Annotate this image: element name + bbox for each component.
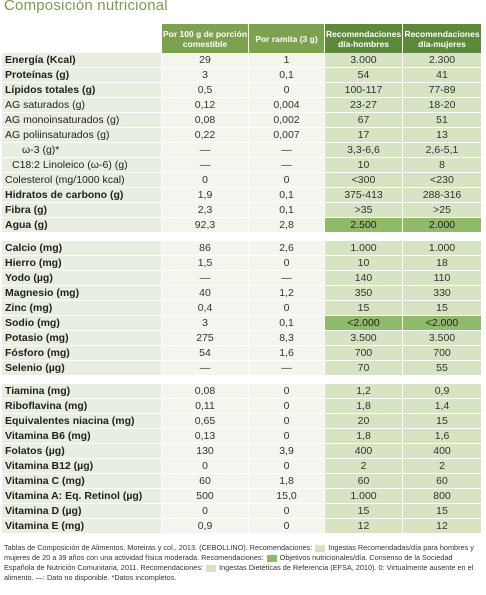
table-row bbox=[2, 474, 482, 489]
value-per-100g: 0,22 bbox=[162, 128, 249, 143]
rec-men: 1,8 bbox=[325, 429, 403, 444]
rec-women: 15 bbox=[403, 504, 482, 519]
rec-women: 2 bbox=[403, 459, 482, 474]
rec-women: 800 bbox=[403, 489, 482, 504]
value-per-sprig: 0,002 bbox=[249, 113, 325, 128]
rec-men: 20 bbox=[325, 414, 403, 429]
nutrient-label: Vitamina B12 (µg) bbox=[2, 459, 162, 474]
nutrient-label: ω-3 (g)* bbox=[2, 143, 162, 158]
table-row bbox=[2, 384, 482, 399]
table-row bbox=[2, 316, 482, 331]
rec-men: 1.000 bbox=[325, 489, 403, 504]
table-row bbox=[2, 241, 482, 256]
value-per-sprig: 0,004 bbox=[249, 98, 325, 113]
value-per-sprig: 8,3 bbox=[249, 331, 325, 346]
value-per-100g: 0,5 bbox=[162, 83, 249, 98]
nutrient-label: Potasio (mg) bbox=[2, 331, 162, 346]
rec-men: 70 bbox=[325, 361, 403, 376]
rec-women: 12 bbox=[403, 519, 482, 534]
table-row bbox=[2, 331, 482, 346]
footnote-part-1: Tablas de Composición de Alimentos. Moreiras y col., 2013. (CEBOLLINO). Recomendaciones: bbox=[4, 543, 313, 552]
rec-men: 10 bbox=[325, 158, 403, 173]
nutrient-label: Fósforo (mg) bbox=[2, 346, 162, 361]
nutrient-label: Selenio (µg) bbox=[2, 361, 162, 376]
nutrient-label: Vitamina B6 (mg) bbox=[2, 429, 162, 444]
nutrient-label: Magnesio (mg) bbox=[2, 286, 162, 301]
rec-women: 51 bbox=[403, 113, 482, 128]
footnote-part-4: Ingestas Dietéticas de Referencia (EFSA, 2010). 0: Virtualmente ausente en el alimento. —: Dato no disponible. *Datos incompletos. bbox=[4, 563, 474, 582]
rec-men: 54 bbox=[325, 68, 403, 83]
table-row bbox=[2, 256, 482, 271]
value-per-100g: 3 bbox=[162, 316, 249, 331]
rec-women: >25 bbox=[403, 203, 482, 218]
value-per-100g: 130 bbox=[162, 444, 249, 459]
nutrient-label: Energía (Kcal) bbox=[2, 53, 162, 68]
table-row bbox=[2, 53, 482, 68]
table-row bbox=[2, 399, 482, 414]
table-body bbox=[2, 53, 482, 534]
value-per-100g: 1,5 bbox=[162, 256, 249, 271]
value-per-sprig: 1,2 bbox=[249, 286, 325, 301]
value-per-100g: 0,08 bbox=[162, 113, 249, 128]
value-per-100g: — bbox=[162, 271, 249, 286]
rec-women: 8 bbox=[403, 158, 482, 173]
footnote-part-2: Ingestas Recomendadas/día para hombres y mujeres de 20 a 39 años con una actividad física moderada. Recomendaciones: bbox=[4, 543, 474, 562]
value-per-sprig: 3,9 bbox=[249, 444, 325, 459]
rec-men: 67 bbox=[325, 113, 403, 128]
footnote-part-3: Objetivos nutricionales/día. Consenso de la Sociedad Española de Nutrición Comunitaria, 2011. Recomendaciones: bbox=[4, 553, 453, 572]
rec-men: 1,2 bbox=[325, 384, 403, 399]
value-per-sprig: 0 bbox=[249, 384, 325, 399]
value-per-sprig: 0,1 bbox=[249, 203, 325, 218]
nutrient-label: Hierro (mg) bbox=[2, 256, 162, 271]
rec-men: 23-27 bbox=[325, 98, 403, 113]
value-per-100g: 0 bbox=[162, 173, 249, 188]
rec-women: 0,9 bbox=[403, 384, 482, 399]
table-row bbox=[2, 203, 482, 218]
value-per-100g: 60 bbox=[162, 474, 249, 489]
table-row bbox=[2, 489, 482, 504]
table-row bbox=[2, 143, 482, 158]
value-per-100g: 0,12 bbox=[162, 98, 249, 113]
rec-men: 1.000 bbox=[325, 241, 403, 256]
rec-men: 10 bbox=[325, 256, 403, 271]
table-row bbox=[2, 68, 482, 83]
rec-women: <230 bbox=[403, 173, 482, 188]
value-per-sprig: 2,8 bbox=[249, 218, 325, 233]
nutrient-label: Proteínas (g) bbox=[2, 68, 162, 83]
rec-women: 1,6 bbox=[403, 429, 482, 444]
table-row bbox=[2, 361, 482, 376]
rec-men: 3.500 bbox=[325, 331, 403, 346]
group-spacer bbox=[2, 233, 482, 241]
value-per-sprig: 0,1 bbox=[249, 68, 325, 83]
value-per-sprig: 0 bbox=[249, 504, 325, 519]
table-row bbox=[2, 286, 482, 301]
value-per-sprig: — bbox=[249, 361, 325, 376]
nutrient-label: Fibra (g) bbox=[2, 203, 162, 218]
value-per-sprig: 0,1 bbox=[249, 316, 325, 331]
rec-women: 55 bbox=[403, 361, 482, 376]
nutrient-label: Vitamina E (mg) bbox=[2, 519, 162, 534]
table-row bbox=[2, 83, 482, 98]
rec-women: 1,4 bbox=[403, 399, 482, 414]
nutrient-label: Vitamina D (µg) bbox=[2, 504, 162, 519]
value-per-100g: 0,9 bbox=[162, 519, 249, 534]
table-row bbox=[2, 98, 482, 113]
rec-women: 330 bbox=[403, 286, 482, 301]
value-per-100g: 2,3 bbox=[162, 203, 249, 218]
value-per-100g: 54 bbox=[162, 346, 249, 361]
rec-men: 1,8 bbox=[325, 399, 403, 414]
nutrient-label: AG saturados (g) bbox=[2, 98, 162, 113]
table-row bbox=[2, 414, 482, 429]
nutrient-label: Tiamina (mg) bbox=[2, 384, 162, 399]
table-row bbox=[2, 188, 482, 203]
rec-women: 77-89 bbox=[403, 83, 482, 98]
value-per-100g: 0 bbox=[162, 504, 249, 519]
header-per-sprig: Por ramita (3 g) bbox=[249, 24, 325, 53]
rec-men: <300 bbox=[325, 173, 403, 188]
value-per-sprig: 0 bbox=[249, 83, 325, 98]
rec-men: 15 bbox=[325, 504, 403, 519]
value-per-100g: 0 bbox=[162, 459, 249, 474]
value-per-100g: 29 bbox=[162, 53, 249, 68]
value-per-sprig: 0 bbox=[249, 429, 325, 444]
nutrient-label: Vitamina A: Eq. Retinol (µg) bbox=[2, 489, 162, 504]
header-rec-women: Recomendaciones día-mujeres bbox=[403, 24, 482, 53]
value-per-100g: 0,11 bbox=[162, 399, 249, 414]
header-row bbox=[2, 24, 482, 53]
legend-swatch-light-2 bbox=[206, 565, 216, 572]
rec-women: <2.000 bbox=[403, 316, 482, 331]
rec-women: 60 bbox=[403, 474, 482, 489]
rec-women: 18-20 bbox=[403, 98, 482, 113]
nutrient-label: Zinc (mg) bbox=[2, 301, 162, 316]
rec-men: 15 bbox=[325, 301, 403, 316]
table-row bbox=[2, 504, 482, 519]
rec-men: 3,3-6,6 bbox=[325, 143, 403, 158]
nutrient-label: Colesterol (mg/1000 kcal) bbox=[2, 173, 162, 188]
rec-women: 2.300 bbox=[403, 53, 482, 68]
table-row bbox=[2, 519, 482, 534]
nutrient-label: Calcio (mg) bbox=[2, 241, 162, 256]
legend-swatch-light bbox=[315, 545, 325, 552]
rec-men: 375-413 bbox=[325, 188, 403, 203]
value-per-100g: 275 bbox=[162, 331, 249, 346]
rec-men: 400 bbox=[325, 444, 403, 459]
value-per-100g: 0,65 bbox=[162, 414, 249, 429]
nutrient-label: Agua (g) bbox=[2, 218, 162, 233]
nutrient-label: Lípidos totales (g) bbox=[2, 83, 162, 98]
table-row bbox=[2, 218, 482, 233]
nutrient-label: C18:2 Linoleico (ω-6) (g) bbox=[2, 158, 162, 173]
table-row bbox=[2, 346, 482, 361]
rec-women: 400 bbox=[403, 444, 482, 459]
rec-women: 700 bbox=[403, 346, 482, 361]
rec-men: 12 bbox=[325, 519, 403, 534]
value-per-100g: — bbox=[162, 361, 249, 376]
value-per-sprig: — bbox=[249, 143, 325, 158]
nutrient-label: AG poliinsaturados (g) bbox=[2, 128, 162, 143]
rec-men: 3.000 bbox=[325, 53, 403, 68]
table-row bbox=[2, 444, 482, 459]
value-per-100g: 500 bbox=[162, 489, 249, 504]
value-per-sprig: 2,6 bbox=[249, 241, 325, 256]
value-per-100g: 3 bbox=[162, 68, 249, 83]
rec-men: 140 bbox=[325, 271, 403, 286]
value-per-100g: 0,4 bbox=[162, 301, 249, 316]
header-rec-men: Recomendaciones día-hombres bbox=[325, 24, 403, 53]
value-per-100g: 92,3 bbox=[162, 218, 249, 233]
value-per-sprig: 0 bbox=[249, 256, 325, 271]
nutrient-label: Vitamina C (mg) bbox=[2, 474, 162, 489]
value-per-sprig: 0 bbox=[249, 173, 325, 188]
rec-men: 60 bbox=[325, 474, 403, 489]
table-row bbox=[2, 128, 482, 143]
value-per-sprig: 0 bbox=[249, 519, 325, 534]
value-per-100g: 1,9 bbox=[162, 188, 249, 203]
rec-women: 1.000 bbox=[403, 241, 482, 256]
value-per-sprig: 0 bbox=[249, 301, 325, 316]
table-row bbox=[2, 459, 482, 474]
value-per-100g: 40 bbox=[162, 286, 249, 301]
value-per-sprig: 1 bbox=[249, 53, 325, 68]
rec-women: 15 bbox=[403, 414, 482, 429]
value-per-sprig: 1,8 bbox=[249, 474, 325, 489]
nutrient-label: Equivalentes niacina (mg) bbox=[2, 414, 162, 429]
value-per-sprig: 0,007 bbox=[249, 128, 325, 143]
rec-women: 41 bbox=[403, 68, 482, 83]
rec-men: 700 bbox=[325, 346, 403, 361]
value-per-100g: 0,13 bbox=[162, 429, 249, 444]
value-per-sprig: — bbox=[249, 158, 325, 173]
rec-men: 350 bbox=[325, 286, 403, 301]
nutrient-label: Hidratos de carbono (g) bbox=[2, 188, 162, 203]
table-row bbox=[2, 301, 482, 316]
rec-women: 288-316 bbox=[403, 188, 482, 203]
value-per-sprig: 0 bbox=[249, 459, 325, 474]
rec-men: >35 bbox=[325, 203, 403, 218]
rec-women: 110 bbox=[403, 271, 482, 286]
rec-women: 13 bbox=[403, 128, 482, 143]
rec-women: 18 bbox=[403, 256, 482, 271]
value-per-sprig: 0 bbox=[249, 399, 325, 414]
nutrition-table-wrap bbox=[2, 24, 482, 534]
group-spacer bbox=[2, 376, 482, 384]
value-per-sprig: 15,0 bbox=[249, 489, 325, 504]
nutrient-label: Riboflavina (mg) bbox=[2, 399, 162, 414]
header-per-100g: Por 100 g de porción comestible bbox=[162, 24, 249, 53]
rec-men: 2.500 bbox=[325, 218, 403, 233]
value-per-sprig: 0,1 bbox=[249, 188, 325, 203]
value-per-100g: — bbox=[162, 158, 249, 173]
rec-women: 2.000 bbox=[403, 218, 482, 233]
rec-women: 15 bbox=[403, 301, 482, 316]
nutrient-label: AG monoinsaturados (g) bbox=[2, 113, 162, 128]
value-per-sprig: 0 bbox=[249, 414, 325, 429]
rec-men: 17 bbox=[325, 128, 403, 143]
rec-men: 2 bbox=[325, 459, 403, 474]
rec-men: <2.000 bbox=[325, 316, 403, 331]
table-row bbox=[2, 158, 482, 173]
nutrient-label: Sodio (mg) bbox=[2, 316, 162, 331]
value-per-100g: — bbox=[162, 143, 249, 158]
table-row bbox=[2, 429, 482, 444]
table-row bbox=[2, 113, 482, 128]
rec-women: 2,6-5,1 bbox=[403, 143, 482, 158]
page-title: Composición nutricional bbox=[4, 0, 168, 14]
nutrition-table bbox=[2, 24, 482, 534]
header-blank bbox=[2, 24, 162, 53]
value-per-100g: 86 bbox=[162, 241, 249, 256]
value-per-sprig: 1,6 bbox=[249, 346, 325, 361]
value-per-100g: 0,08 bbox=[162, 384, 249, 399]
nutrient-label: Yodo (µg) bbox=[2, 271, 162, 286]
value-per-sprig: — bbox=[249, 271, 325, 286]
rec-men: 100-117 bbox=[325, 83, 403, 98]
rec-women: 3.500 bbox=[403, 331, 482, 346]
nutrient-label: Folatos (µg) bbox=[2, 444, 162, 459]
legend-swatch-dark bbox=[267, 555, 277, 562]
footnote bbox=[4, 543, 478, 583]
table-row bbox=[2, 271, 482, 286]
table-row bbox=[2, 173, 482, 188]
